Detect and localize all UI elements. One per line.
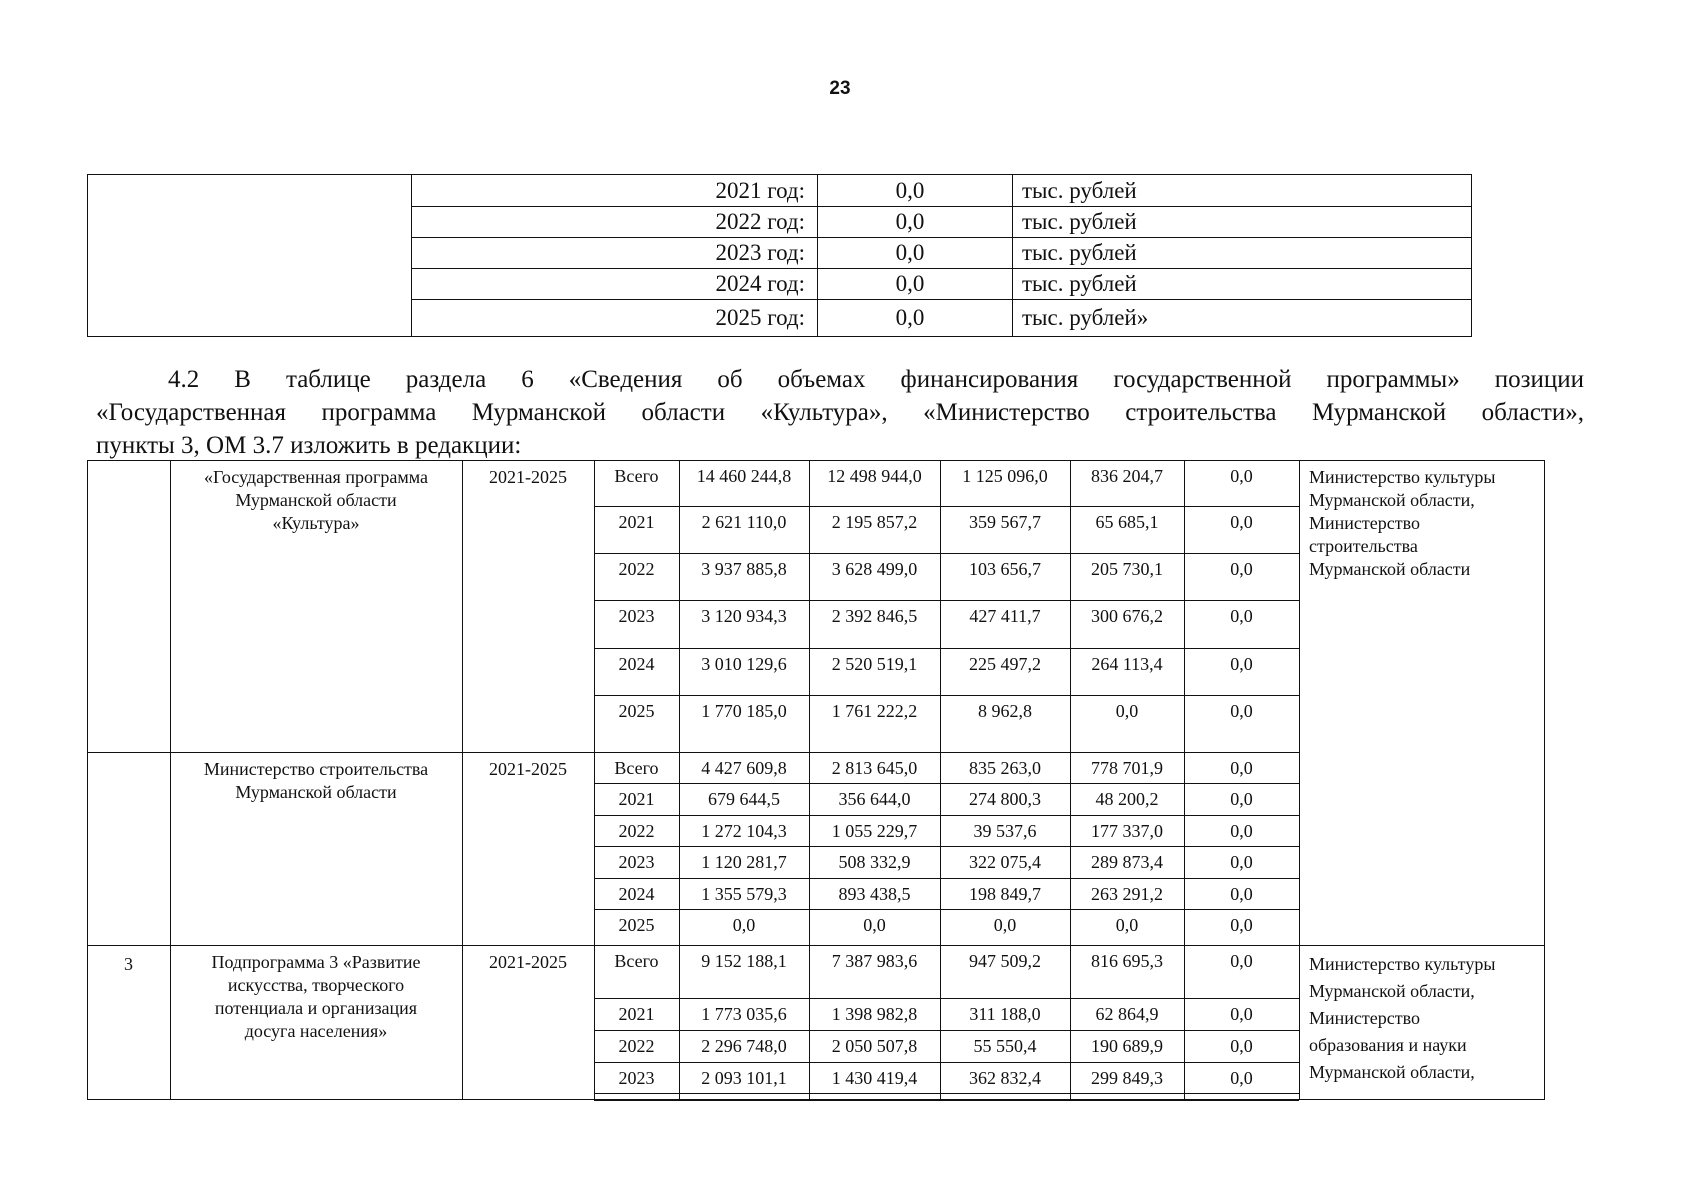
funding-value: 836 204,7 xyxy=(1091,466,1163,486)
funding-value: 289 873,4 xyxy=(1091,852,1163,872)
table-row xyxy=(412,175,1471,207)
year-unit: тыс. рублей xyxy=(1022,240,1137,265)
row-number: 3 xyxy=(124,954,133,974)
funding-value: 12 498 944,0 xyxy=(827,466,922,486)
funding-value: 0,0 xyxy=(1230,701,1253,721)
funding-value: 177 337,0 xyxy=(1091,821,1163,841)
funding-value: 2 195 857,2 xyxy=(831,512,918,532)
funding-value: 947 509,2 xyxy=(969,951,1041,971)
funding-value: 65 685,1 xyxy=(1095,512,1159,532)
funding-value: 1 272 104,3 xyxy=(701,821,787,841)
funding-value: 103 656,7 xyxy=(969,559,1041,579)
program-period: 2021-2025 xyxy=(489,759,567,779)
funding-value: 508 332,9 xyxy=(838,852,911,872)
funding-value: 427 411,7 xyxy=(969,606,1041,626)
funding-value: 362 832,4 xyxy=(969,1068,1041,1088)
funding-value: 2 392 846,5 xyxy=(831,606,918,626)
responsible-executor: Министерство культуры Мурманской области, Министерство строительства Мурманской области xyxy=(1309,467,1496,579)
funding-value: 3 628 499,0 xyxy=(831,559,918,579)
program-name: «Государственная программа Мурманской области «Культура» xyxy=(204,467,428,533)
funding-value: 0,0 xyxy=(732,915,756,935)
row-divider xyxy=(594,1062,1299,1063)
funding-value: 835 263,0 xyxy=(969,758,1041,778)
funding-value: 0,0 xyxy=(1115,701,1139,721)
funding-value: 205 730,1 xyxy=(1091,559,1163,579)
funding-value: 0,0 xyxy=(1230,466,1253,486)
row-divider xyxy=(594,1093,1299,1094)
funding-years-inner xyxy=(411,175,1471,336)
funding-value: 8 962,8 xyxy=(978,701,1032,721)
row-period-label: 2025 xyxy=(618,701,655,721)
funding-value: 62 864,9 xyxy=(1095,1004,1159,1024)
funding-value: 3 937 885,8 xyxy=(701,559,787,579)
row-divider xyxy=(594,878,1299,879)
year-label: 2024 год: xyxy=(715,271,805,296)
row-period-label: Всего xyxy=(614,758,659,778)
funding-value: 9 152 188,1 xyxy=(701,951,787,971)
funding-value: 7 387 983,6 xyxy=(831,951,918,971)
funding-value: 322 075,4 xyxy=(969,852,1041,872)
funding-value: 1 761 222,2 xyxy=(831,701,918,721)
funding-value: 679 644,5 xyxy=(708,789,780,809)
row-period-label: 2023 xyxy=(618,852,655,872)
year-value: 0,0 xyxy=(895,209,925,234)
table-row xyxy=(412,268,1471,300)
row-divider xyxy=(594,815,1299,816)
year-label: 2022 год: xyxy=(715,209,805,234)
year-value: 0,0 xyxy=(895,305,925,330)
table-row xyxy=(412,206,1471,238)
row-divider xyxy=(594,945,1299,946)
paragraph-line: пункты 3, ОМ 3.7 изложить в редакции: xyxy=(96,432,522,459)
row-divider xyxy=(594,695,1299,696)
funding-years-table xyxy=(87,174,1472,337)
funding-value: 1 055 229,7 xyxy=(831,821,918,841)
funding-value: 2 813 645,0 xyxy=(831,758,918,778)
funding-value: 0,0 xyxy=(1230,654,1253,674)
row-divider xyxy=(594,752,1299,753)
program-period: 2021-2025 xyxy=(489,467,567,487)
group-divider xyxy=(87,945,594,946)
program-name: Подпрограмма 3 «Развитие искусства, творческого потенциала и организация досуга населения» xyxy=(211,952,421,1041)
row-divider xyxy=(594,846,1299,847)
funding-value: 0,0 xyxy=(1230,821,1253,841)
funding-value: 2 296 748,0 xyxy=(701,1036,787,1056)
funding-value: 0,0 xyxy=(1115,915,1139,935)
funding-value: 356 644,0 xyxy=(838,789,911,809)
year-value: 0,0 xyxy=(895,178,925,203)
funding-value: 359 567,7 xyxy=(969,512,1041,532)
funding-value: 1 773 035,6 xyxy=(701,1004,787,1024)
group-divider xyxy=(87,752,594,753)
paragraph-line: 4.2 В таблице раздела 6 «Сведения об объемах финансирования государственной программы» позиции xyxy=(168,366,1584,393)
row-period-label: 2021 xyxy=(618,789,655,809)
row-divider xyxy=(594,1100,1299,1101)
funding-value: 0,0 xyxy=(1230,884,1253,904)
funding-value: 0,0 xyxy=(1230,915,1253,935)
row-period-label: Всего xyxy=(614,466,659,486)
funding-value: 0,0 xyxy=(1230,758,1253,778)
funding-value: 225 497,2 xyxy=(969,654,1041,674)
year-value: 0,0 xyxy=(895,240,925,265)
funding-value: 0,0 xyxy=(1230,512,1253,532)
year-label: 2023 год: xyxy=(715,240,805,265)
funding-value: 3 120 934,3 xyxy=(701,606,787,626)
funding-value: 2 520 519,1 xyxy=(831,654,918,674)
amendment-paragraph xyxy=(96,363,1584,462)
funding-value: 274 800,3 xyxy=(969,789,1041,809)
funding-value: 14 460 244,8 xyxy=(696,466,792,486)
funding-value: 39 537,6 xyxy=(973,821,1037,841)
funding-value: 0,0 xyxy=(1230,1036,1253,1056)
page-number: 23 xyxy=(829,78,851,99)
funding-value: 0,0 xyxy=(1230,951,1253,971)
row-period-label: 2023 xyxy=(618,606,655,626)
group-divider xyxy=(1299,945,1545,946)
program-name: Министерство строительства Мурманской области xyxy=(203,759,429,802)
year-unit: тыс. рублей xyxy=(1022,209,1137,234)
funding-value: 311 188,0 xyxy=(969,1004,1041,1024)
row-divider xyxy=(594,506,1299,507)
funding-value: 1 120 281,7 xyxy=(701,852,787,872)
row-divider xyxy=(594,783,1299,784)
row-period-label: 2022 xyxy=(618,1036,655,1056)
year-label: 2021 год: xyxy=(715,178,805,203)
table-row xyxy=(412,237,1471,269)
funding-value: 0,0 xyxy=(1230,1004,1253,1024)
row-divider xyxy=(594,998,1299,999)
funding-value: 299 849,3 xyxy=(1091,1068,1163,1088)
funding-value: 816 695,3 xyxy=(1091,951,1163,971)
row-period-label: 2025 xyxy=(618,915,655,935)
row-period-label: 2024 xyxy=(618,654,655,674)
col-divider xyxy=(1299,460,1300,1100)
row-divider xyxy=(594,1030,1299,1031)
funding-value: 1 125 096,0 xyxy=(962,466,1048,486)
year-unit: тыс. рублей» xyxy=(1022,305,1149,330)
year-unit: тыс. рублей xyxy=(1022,271,1137,296)
row-period-label: 2021 xyxy=(618,512,655,532)
funding-value: 190 689,9 xyxy=(1091,1036,1163,1056)
funding-value: 1 355 579,3 xyxy=(701,884,787,904)
funding-value: 48 200,2 xyxy=(1095,789,1159,809)
row-period-label: 2021 xyxy=(618,1004,655,1024)
funding-value: 198 849,7 xyxy=(969,884,1041,904)
responsible-executor: Министерство культуры Мурманской области, Министерство образования и науки Мурманской области, xyxy=(1309,954,1496,1082)
row-divider xyxy=(594,553,1299,554)
financing-table xyxy=(87,460,1547,1100)
year-value: 0,0 xyxy=(895,271,925,296)
funding-value: 4 427 609,8 xyxy=(701,758,787,778)
program-period: 2021-2025 xyxy=(489,952,567,972)
year-unit: тыс. рублей xyxy=(1022,178,1137,203)
funding-value: 1 770 185,0 xyxy=(701,701,787,721)
row-divider xyxy=(594,648,1299,649)
funding-value: 0,0 xyxy=(1230,789,1253,809)
funding-value: 1 430 419,4 xyxy=(831,1068,918,1088)
funding-value: 778 701,9 xyxy=(1091,758,1163,778)
row-period-label: 2024 xyxy=(618,884,655,904)
funding-value: 3 010 129,6 xyxy=(701,654,787,674)
row-period-label: Всего xyxy=(614,951,659,971)
funding-value: 2 621 110,0 xyxy=(701,512,787,532)
funding-value: 1 398 982,8 xyxy=(831,1004,918,1024)
funding-value: 300 676,2 xyxy=(1091,606,1163,626)
funding-value: 0,0 xyxy=(1230,852,1253,872)
funding-value: 0,0 xyxy=(1230,559,1253,579)
year-label: 2025 год: xyxy=(715,305,805,330)
row-divider xyxy=(594,909,1299,910)
row-period-label: 2022 xyxy=(618,559,655,579)
funding-value: 893 438,5 xyxy=(838,884,911,904)
funding-value: 2 093 101,1 xyxy=(701,1068,787,1088)
funding-value: 263 291,2 xyxy=(1091,884,1163,904)
funding-value: 264 113,4 xyxy=(1091,654,1163,674)
funding-value: 2 050 507,8 xyxy=(831,1036,918,1056)
row-period-label: 2022 xyxy=(618,821,655,841)
row-period-label: 2023 xyxy=(618,1068,655,1088)
row-divider xyxy=(594,600,1299,601)
funding-value: 0,0 xyxy=(1230,1068,1253,1088)
table-row xyxy=(412,302,1471,333)
paragraph-line: «Государственная программа Мурманской области «Культура», «Министерство строительства Мурманской области», xyxy=(96,399,1584,426)
funding-value: 0,0 xyxy=(863,915,886,935)
funding-value: 0,0 xyxy=(1230,606,1253,626)
funding-value: 0,0 xyxy=(993,915,1017,935)
funding-value: 55 550,4 xyxy=(973,1036,1037,1056)
